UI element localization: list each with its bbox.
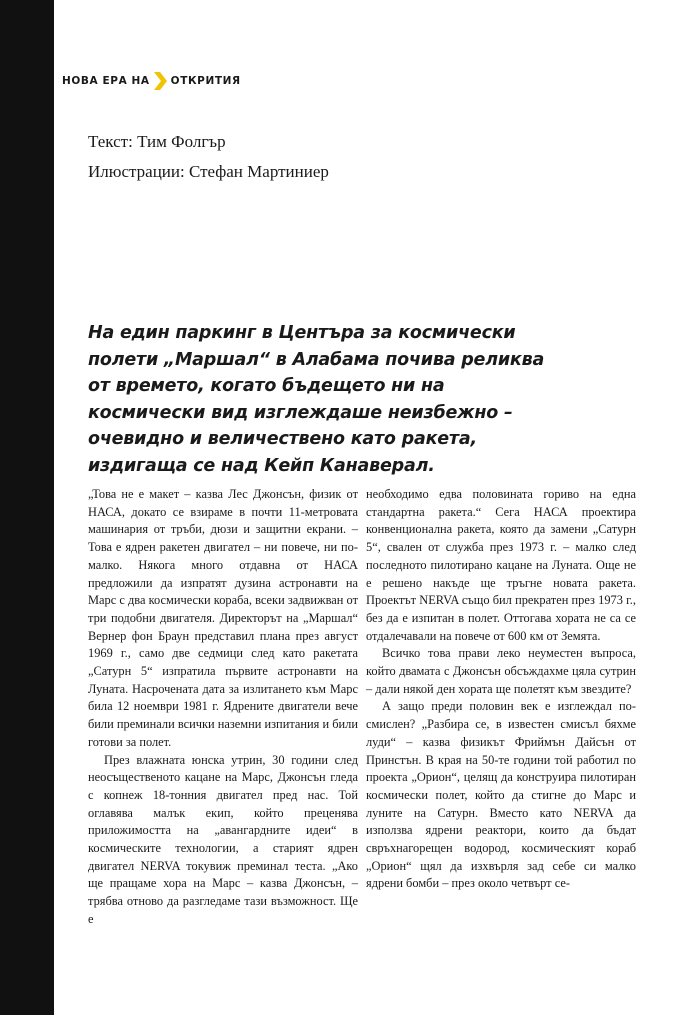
lead-line: от времето, когато бъдещето ни на xyxy=(88,376,445,397)
section-label-part1: НОВА ЕРА НА xyxy=(62,75,150,87)
lead-line: очевидно и величествено като ракета, xyxy=(88,429,477,450)
body-paragraph: Всичко това прави леко неуместен въпроса, който двамата с Джонсън обсъждахме цяла сутрин – дали някой ден хората ще полетят към звездите? xyxy=(366,646,636,696)
left-margin-bar xyxy=(0,0,54,1015)
section-label xyxy=(62,72,241,90)
lead-line: На един паркинг в Центъра за космически xyxy=(88,323,516,343)
illustrator-credit: Илюстрации: Стефан Мартиниер xyxy=(88,162,329,181)
section-label-part2: ОТКРИТИЯ xyxy=(170,75,241,87)
body-column-left xyxy=(88,486,358,929)
author-credit: Текст: Тим Фолгър xyxy=(88,132,226,151)
chevron-right-icon xyxy=(154,72,167,90)
body-paragraph: А защо преди половин век е изглеждал по-смислен? „Разбира се, в известен смисъл бяхме луди“ – казва физикът Фриймън Дайсън от Принстън. В края на 50-те години той работил по проекта „Орион“, целящ да конструира пилотиран космически полет, който да стигне до Марс и луните на Сатурн. Вместо като NERVA да използва ядрени реактори, които да бъдат свръхнагорещен водород, космическият кораб „Орион“ щял да изхвърля зад себе си малко ядрени бомби – през около четвърт се- xyxy=(366,699,636,891)
lead-line: космически вид изглеждаше неизбежно – xyxy=(88,402,513,423)
body-column-right xyxy=(366,486,636,893)
credits xyxy=(88,127,329,187)
body-paragraph: „Това не е макет – казва Лес Джонсън, физик от НАСА, докато се взираме в почти 11-метровата машинария от тръби, дюзи и защитни екрани. – Това е ядрен ракетен двигател – ни повече, ни по-малко. Някога много отдавна от НАСА предложили да изпратят дузина астронавти на Марс с два космически кораба, всеки задвижван от три подобни двигателя. Директорът на „Маршал“ Вернер фон Браун представил плана през август 1969 г., само две седмици след като ракетата „Сатурн 5“ изпратила първите астронавти на Луната. Насрочената дата за излитането към Марс била 12 ноември 1981 г. Ядрените двигатели вече били преминали всички наземни изпитания и били готови за полет. xyxy=(88,487,358,749)
body-paragraph: необходимо едва половината гориво на една стандартна ракета.“ Сега НАСА проектира конвенционална ракета, която да замени „Сатурн 5“, свален от служба през 1973 г. – малко след последното пилотирано кацане на Луната. Още не е решено накъде ще тръгне новата ракета. Проектът NERVA също бил прекратен през 1973 г., без да е изпитан в полет. Оттогава хората не са се отдалечавали на повече от 600 км от Земята. xyxy=(366,487,636,643)
lead-line: издигаща се над Кейп Канаверал. xyxy=(88,455,435,476)
lead-paragraph xyxy=(88,320,648,480)
body-paragraph: През влажната юнска утрин, 30 години след неосъщественото кацане на Марс, Джонсън гледа с копнеж 18-тонния двигател пред нас. Той оглавява малък екип, който преценява приложимостта на „авангардните идеи“ в космическите технологии, а старият ядрен двигател NERVA токувиж преминал теста. „Ако ще пращаме хора на Марс – казва Джонсън, – трябва отново да разгледаме тази възможност. Ще е xyxy=(88,752,358,926)
lead-line: полети „Маршал“ в Алабама почива реликва xyxy=(88,349,545,370)
